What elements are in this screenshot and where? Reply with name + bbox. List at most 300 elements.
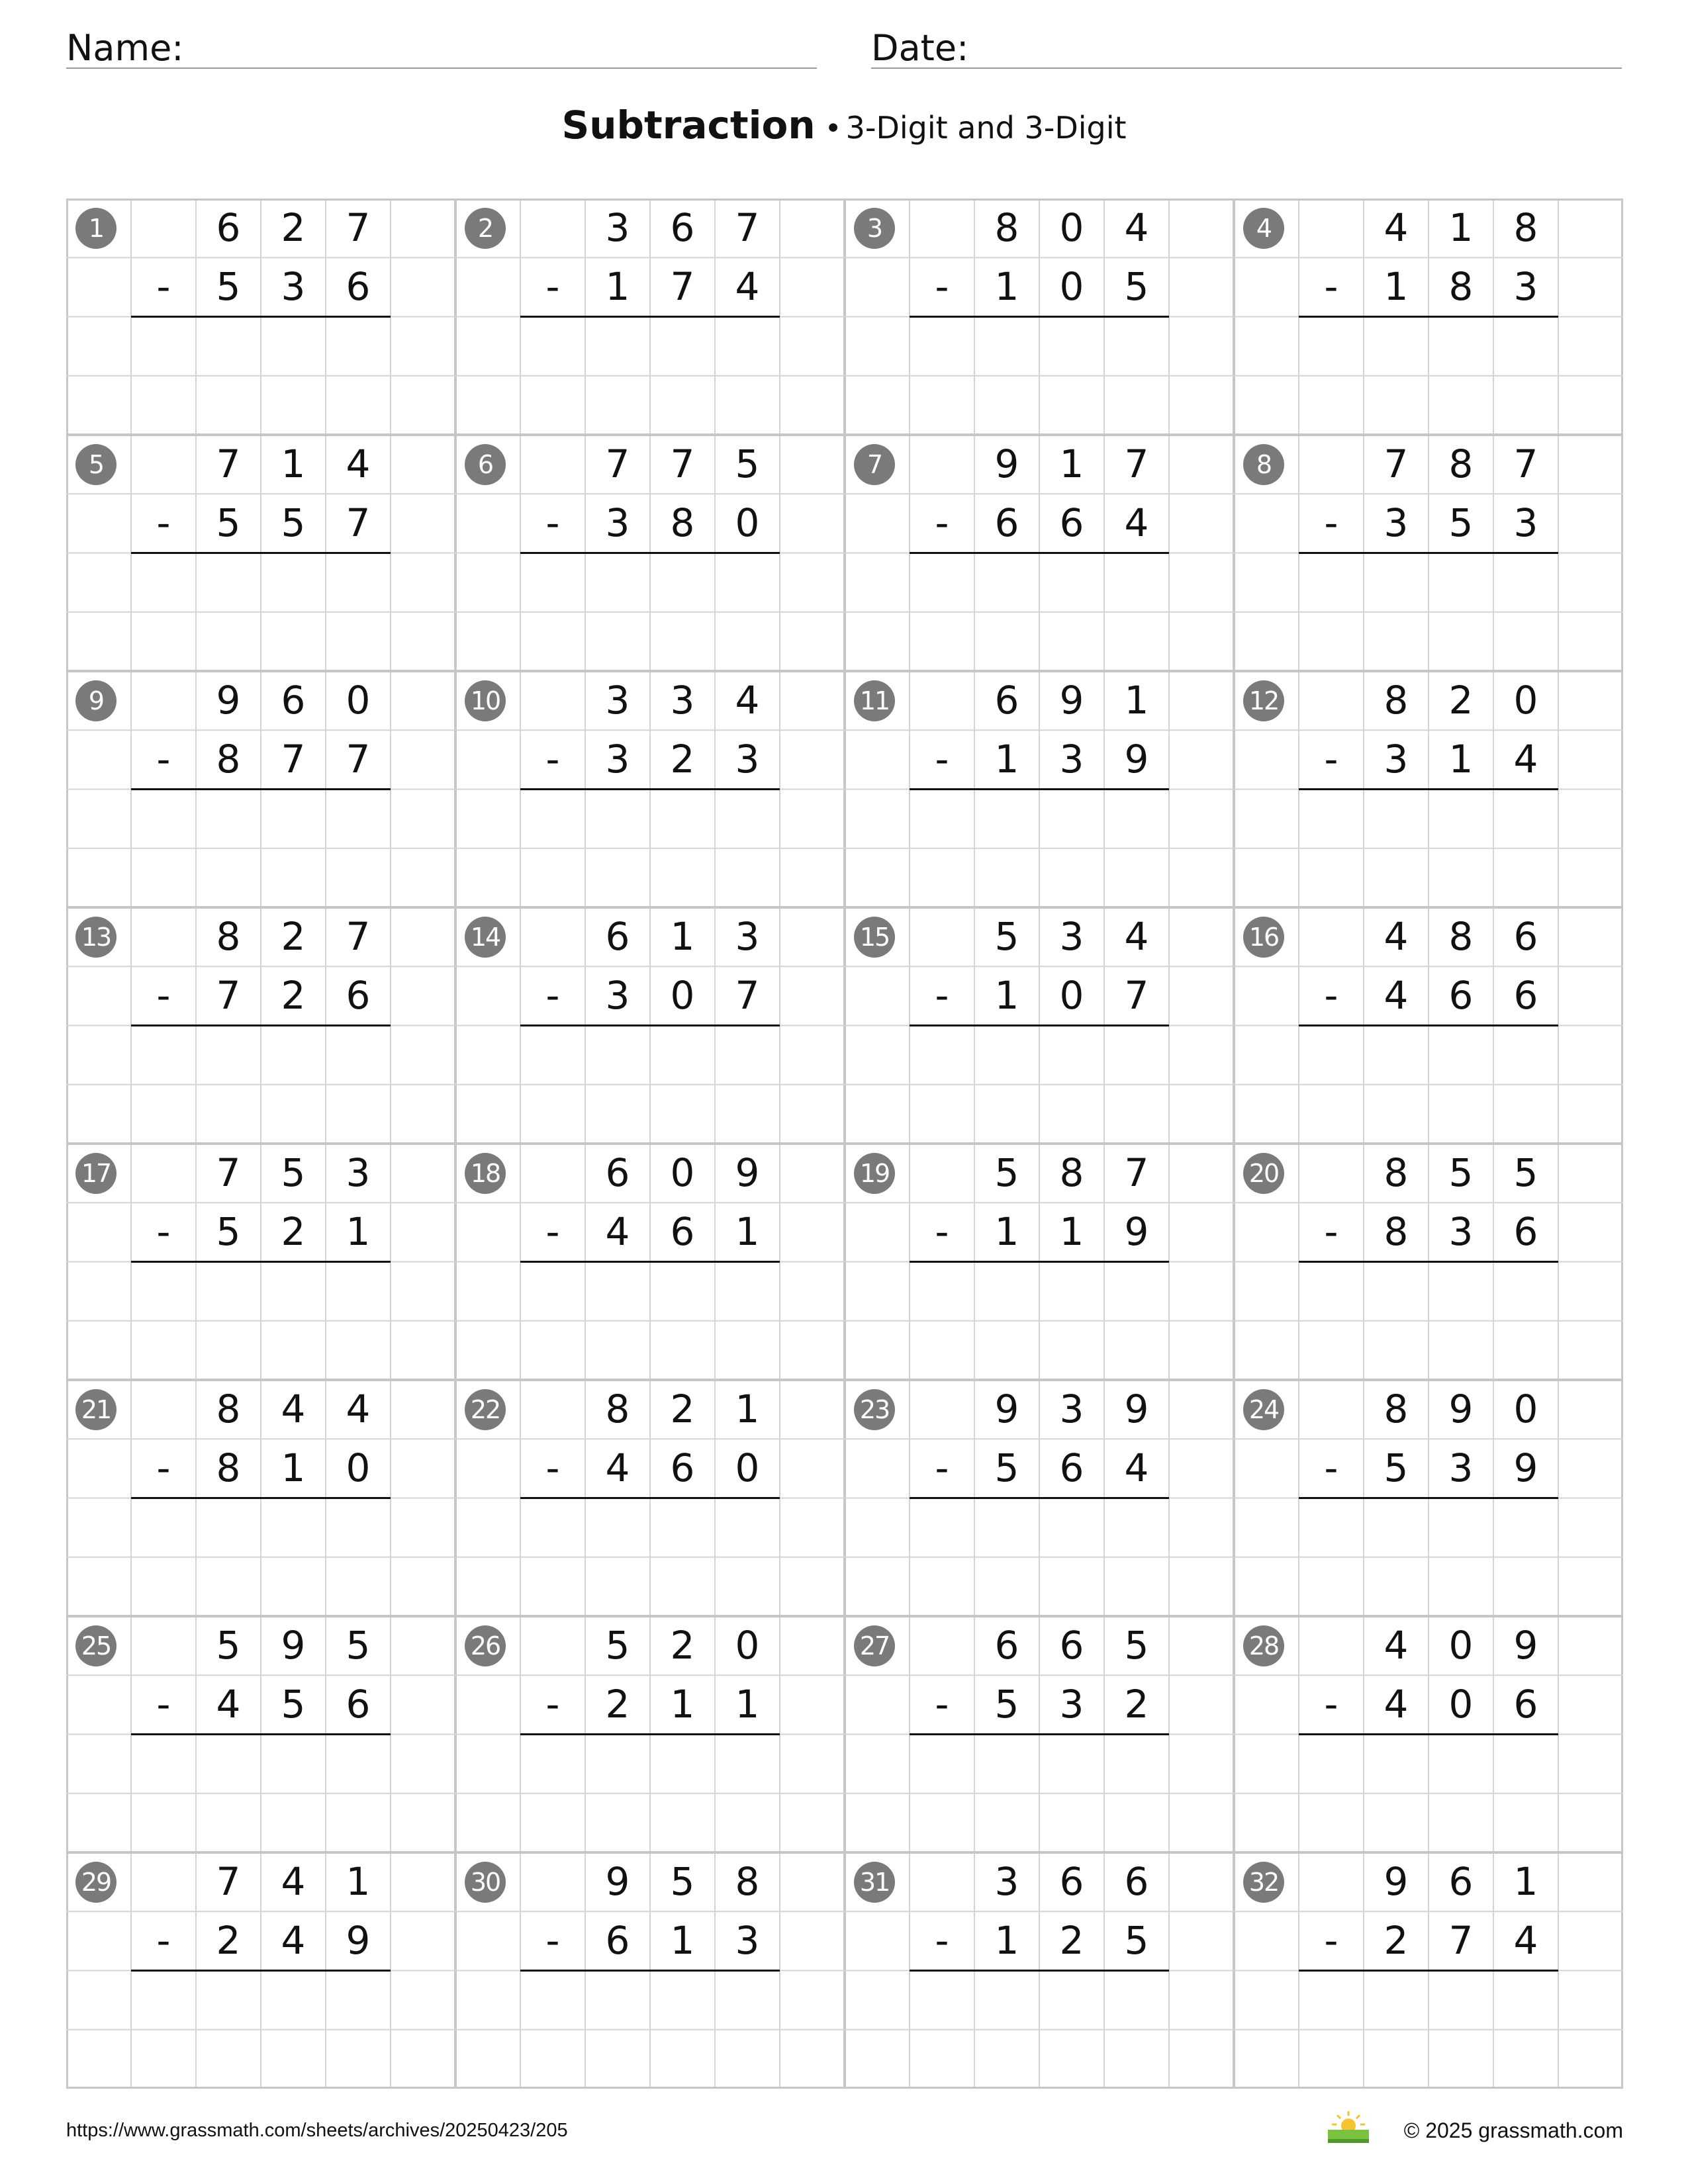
problem-6 — [455, 435, 845, 671]
subtrahend-digit: 6 — [1059, 500, 1084, 546]
problem-18 — [455, 1144, 845, 1380]
subtrahend-digit: 3 — [605, 973, 630, 1019]
problem-9 — [66, 671, 455, 907]
minuend-digit: 6 — [1059, 1859, 1084, 1904]
minuend-digit: 8 — [1448, 914, 1474, 959]
subtrahend-digit: 7 — [1448, 1918, 1474, 1964]
minuend-digit: 4 — [281, 1387, 306, 1432]
minuend-digit: 3 — [1059, 1387, 1084, 1432]
minuend-digit: 9 — [1124, 1387, 1149, 1432]
problem-number-badge: 20 — [1243, 1153, 1284, 1194]
problem-28 — [1234, 1616, 1623, 1852]
minus-sign: - — [545, 500, 560, 546]
minus-sign: - — [1324, 500, 1338, 546]
minus-sign: - — [156, 1209, 171, 1255]
name-label: Name: — [66, 27, 184, 69]
minus-sign: - — [1324, 264, 1338, 310]
subtrahend-digit: 5 — [1448, 500, 1474, 546]
problem-26 — [455, 1616, 845, 1852]
minus-sign: - — [545, 264, 560, 310]
problem-number-badge: 15 — [854, 917, 895, 958]
minuend-digit: 9 — [1448, 1387, 1474, 1432]
subtrahend-digit: 7 — [346, 737, 371, 782]
minus-sign: - — [935, 500, 949, 546]
problem-number-badge: 21 — [75, 1389, 117, 1430]
minuend-digit: 5 — [605, 1623, 630, 1668]
problem-27 — [845, 1616, 1234, 1852]
subtrahend-digit: 6 — [346, 1682, 371, 1727]
problem-13 — [66, 907, 455, 1144]
subtrahend-digit: 0 — [1059, 973, 1084, 1019]
answer-line — [1299, 316, 1558, 318]
minuend-digit: 7 — [735, 205, 760, 250]
subtrahend-digit: 1 — [994, 264, 1019, 310]
problem-number-badge: 24 — [1243, 1389, 1284, 1430]
problem-number-badge: 11 — [854, 680, 895, 721]
title-main: Subtraction — [561, 103, 816, 148]
subtrahend-digit: 3 — [605, 500, 630, 546]
subtrahend-digit: 6 — [1513, 973, 1538, 1019]
subtrahend-digit: 2 — [281, 1209, 306, 1255]
minuend-digit: 6 — [1448, 1859, 1474, 1904]
subtrahend-digit: 9 — [1124, 737, 1149, 782]
problem-number-badge: 1 — [75, 208, 117, 249]
problem-20 — [1234, 1144, 1623, 1380]
minus-sign: - — [545, 1445, 560, 1491]
subtrahend-digit: 2 — [281, 973, 306, 1019]
answer-line — [910, 1261, 1169, 1263]
problem-12 — [1234, 671, 1623, 907]
problem-number-badge: 10 — [465, 680, 506, 721]
answer-line — [910, 1497, 1169, 1499]
problem-number-badge: 18 — [465, 1153, 506, 1194]
subtrahend-digit: 8 — [670, 500, 695, 546]
minuend-digit: 3 — [605, 205, 630, 250]
problem-30 — [455, 1852, 845, 2089]
minus-sign: - — [156, 973, 171, 1019]
subtrahend-digit: 0 — [1448, 1682, 1474, 1727]
minuend-digit: 7 — [1124, 441, 1149, 486]
minuend-digit: 9 — [605, 1859, 630, 1904]
answer-line — [910, 788, 1169, 790]
answer-line — [131, 1970, 391, 1972]
minus-sign: - — [1324, 1682, 1338, 1727]
minuend-digit: 6 — [605, 914, 630, 959]
subtrahend-digit: 6 — [670, 1209, 695, 1255]
answer-line — [1299, 1733, 1558, 1735]
minuend-digit: 4 — [346, 1387, 371, 1432]
title-bullet: • — [824, 112, 842, 146]
minuend-digit: 9 — [1059, 678, 1084, 723]
problem-number-badge: 4 — [1243, 208, 1284, 249]
problem-32 — [1234, 1852, 1623, 2089]
minuend-digit: 8 — [1383, 678, 1409, 723]
minuend-digit: 4 — [281, 1859, 306, 1904]
subtrahend-digit: 5 — [281, 1682, 306, 1727]
minuend-digit: 8 — [216, 1387, 241, 1432]
subtrahend-digit: 3 — [605, 737, 630, 782]
answer-line — [520, 552, 780, 554]
subtrahend-digit: 3 — [735, 737, 760, 782]
minuend-digit: 3 — [1059, 914, 1084, 959]
minus-sign: - — [545, 1918, 560, 1964]
minuend-digit: 3 — [605, 678, 630, 723]
subtrahend-digit: 3 — [1448, 1209, 1474, 1255]
minuend-digit: 8 — [1383, 1150, 1409, 1195]
problem-7 — [845, 435, 1234, 671]
subtrahend-digit: 3 — [281, 264, 306, 310]
subtrahend-digit: 3 — [1059, 1682, 1084, 1727]
subtrahend-digit: 6 — [1513, 1682, 1538, 1727]
problem-number-badge: 3 — [854, 208, 895, 249]
subtrahend-digit: 3 — [735, 1918, 760, 1964]
minuend-digit: 6 — [281, 678, 306, 723]
minuend-digit: 1 — [1513, 1859, 1538, 1904]
answer-line — [520, 1497, 780, 1499]
subtrahend-digit: 2 — [1124, 1682, 1149, 1727]
problem-number-badge: 22 — [465, 1389, 506, 1430]
subtrahend-digit: 1 — [994, 737, 1019, 782]
subtrahend-digit: 7 — [346, 500, 371, 546]
minuend-digit: 8 — [1448, 441, 1474, 486]
minuend-digit: 7 — [605, 441, 630, 486]
answer-line — [1299, 1024, 1558, 1026]
subtrahend-digit: 1 — [994, 1918, 1019, 1964]
subtrahend-digit: 6 — [605, 1918, 630, 1964]
minuend-digit: 2 — [281, 205, 306, 250]
minus-sign: - — [1324, 1918, 1338, 1964]
minuend-digit: 9 — [1383, 1859, 1409, 1904]
subtrahend-digit: 5 — [216, 500, 241, 546]
answer-line — [910, 1733, 1169, 1735]
subtrahend-digit: 7 — [735, 973, 760, 1019]
answer-line — [1299, 788, 1558, 790]
answer-line — [1299, 1970, 1558, 1972]
subtrahend-digit: 5 — [1124, 264, 1149, 310]
subtrahend-digit: 0 — [735, 1445, 760, 1491]
minuend-digit: 0 — [1059, 205, 1084, 250]
problem-16 — [1234, 907, 1623, 1144]
subtrahend-digit: 4 — [735, 264, 760, 310]
minus-sign: - — [545, 1209, 560, 1255]
problem-number-badge: 16 — [1243, 917, 1284, 958]
problem-grid — [66, 199, 1623, 2089]
subtrahend-digit: 1 — [346, 1209, 371, 1255]
minuend-digit: 5 — [670, 1859, 695, 1904]
answer-line — [520, 788, 780, 790]
answer-line — [131, 1497, 391, 1499]
answer-line — [520, 1970, 780, 1972]
problem-11 — [845, 671, 1234, 907]
answer-line — [520, 1733, 780, 1735]
minuend-digit: 9 — [735, 1150, 760, 1195]
problem-number-badge: 2 — [465, 208, 506, 249]
subtrahend-digit: 6 — [346, 264, 371, 310]
minus-sign: - — [156, 1918, 171, 1964]
subtrahend-digit: 2 — [605, 1682, 630, 1727]
minuend-digit: 4 — [1124, 914, 1149, 959]
minuend-digit: 7 — [216, 441, 241, 486]
subtrahend-digit: 7 — [216, 973, 241, 1019]
problem-number-badge: 31 — [854, 1862, 895, 1903]
answer-line — [520, 1261, 780, 1263]
problem-number-badge: 30 — [465, 1862, 506, 1903]
minus-sign: - — [1324, 1445, 1338, 1491]
minuend-digit: 6 — [1124, 1859, 1149, 1904]
minuend-digit: 8 — [605, 1387, 630, 1432]
answer-line — [1299, 1497, 1558, 1499]
minuend-digit: 5 — [994, 914, 1019, 959]
problem-number-badge: 17 — [75, 1153, 117, 1194]
minuend-digit: 6 — [1059, 1623, 1084, 1668]
subtrahend-digit: 4 — [1124, 1445, 1149, 1491]
subtrahend-digit: 4 — [1513, 1918, 1538, 1964]
subtrahend-digit: 3 — [1513, 264, 1538, 310]
subtrahend-digit: 5 — [994, 1682, 1019, 1727]
minuend-digit: 1 — [1448, 205, 1474, 250]
subtrahend-digit: 0 — [670, 973, 695, 1019]
subtrahend-digit: 3 — [1383, 737, 1409, 782]
subtrahend-digit: 9 — [346, 1918, 371, 1964]
problem-number-badge: 27 — [854, 1625, 895, 1666]
problem-number-badge: 12 — [1243, 680, 1284, 721]
date-field[interactable] — [871, 25, 1622, 69]
problem-number-badge: 5 — [75, 444, 117, 485]
answer-line — [131, 552, 391, 554]
minus-sign: - — [1324, 973, 1338, 1019]
answer-line — [910, 316, 1169, 318]
minuend-digit: 8 — [1059, 1150, 1084, 1195]
subtrahend-digit: 8 — [1383, 1209, 1409, 1255]
subtrahend-digit: 6 — [670, 1445, 695, 1491]
problem-17 — [66, 1144, 455, 1380]
problem-8 — [1234, 435, 1623, 671]
minus-sign: - — [935, 1918, 949, 1964]
minuend-digit: 5 — [216, 1623, 241, 1668]
minuend-digit: 9 — [216, 678, 241, 723]
answer-line — [910, 1024, 1169, 1026]
minuend-digit: 7 — [216, 1150, 241, 1195]
subtrahend-digit: 4 — [605, 1209, 630, 1255]
minuend-digit: 2 — [1448, 678, 1474, 723]
minuend-digit: 2 — [670, 1623, 695, 1668]
minuend-digit: 0 — [1513, 678, 1538, 723]
minuend-digit: 4 — [1124, 205, 1149, 250]
minus-sign: - — [1324, 737, 1338, 782]
problem-number-badge: 28 — [1243, 1625, 1284, 1666]
minuend-digit: 0 — [735, 1623, 760, 1668]
subtrahend-digit: 2 — [216, 1918, 241, 1964]
problem-number-badge: 25 — [75, 1625, 117, 1666]
subtrahend-digit: 5 — [281, 500, 306, 546]
subtrahend-digit: 1 — [1059, 1209, 1084, 1255]
minuend-digit: 3 — [670, 678, 695, 723]
minuend-digit: 2 — [670, 1387, 695, 1432]
minus-sign: - — [545, 737, 560, 782]
subtrahend-digit: 7 — [1124, 973, 1149, 1019]
minuend-digit: 6 — [1513, 914, 1538, 959]
minuend-digit: 4 — [1383, 205, 1409, 250]
subtrahend-digit: 7 — [670, 264, 695, 310]
minuend-digit: 6 — [670, 205, 695, 250]
minuend-digit: 4 — [735, 678, 760, 723]
minuend-digit: 8 — [216, 914, 241, 959]
minuend-digit: 1 — [346, 1859, 371, 1904]
answer-line — [1299, 552, 1558, 554]
subtrahend-digit: 1 — [1383, 264, 1409, 310]
minuend-digit: 8 — [1383, 1387, 1409, 1432]
minuend-digit: 7 — [1513, 441, 1538, 486]
problem-number-badge: 8 — [1243, 444, 1284, 485]
subtrahend-digit: 6 — [1059, 1445, 1084, 1491]
minuend-digit: 5 — [1124, 1623, 1149, 1668]
problem-number-badge: 29 — [75, 1862, 117, 1903]
subtrahend-digit: 6 — [994, 500, 1019, 546]
answer-line — [131, 1261, 391, 1263]
minuend-digit: 9 — [994, 1387, 1019, 1432]
minuend-digit: 5 — [1513, 1150, 1538, 1195]
minus-sign: - — [156, 737, 171, 782]
footer-url: https://www.grassmath.com/sheets/archives/20250423/205 — [66, 2120, 568, 2141]
minuend-digit: 0 — [1513, 1387, 1538, 1432]
problem-number-badge: 26 — [465, 1625, 506, 1666]
problem-25 — [66, 1616, 455, 1852]
subtrahend-digit: 1 — [735, 1682, 760, 1727]
minuend-digit: 4 — [346, 441, 371, 486]
subtrahend-digit: 8 — [216, 737, 241, 782]
subtrahend-digit: 1 — [1448, 737, 1474, 782]
answer-line — [131, 316, 391, 318]
minuend-digit: 5 — [346, 1623, 371, 1668]
minuend-digit: 1 — [1059, 441, 1084, 486]
subtrahend-digit: 4 — [216, 1682, 241, 1727]
minuend-digit: 7 — [346, 205, 371, 250]
subtrahend-digit: 4 — [1383, 1682, 1409, 1727]
subtrahend-digit: 5 — [994, 1445, 1019, 1491]
name-field[interactable] — [66, 25, 817, 69]
minuend-digit: 7 — [216, 1859, 241, 1904]
subtrahend-digit: 1 — [670, 1918, 695, 1964]
minuend-digit: 5 — [1448, 1150, 1474, 1195]
minuend-digit: 7 — [670, 441, 695, 486]
subtrahend-digit: 2 — [1383, 1918, 1409, 1964]
minuend-digit: 0 — [670, 1150, 695, 1195]
minuend-digit: 1 — [670, 914, 695, 959]
answer-line — [910, 552, 1169, 554]
minuend-digit: 4 — [1383, 1623, 1409, 1668]
subtrahend-digit: 4 — [1513, 737, 1538, 782]
minuend-digit: 5 — [994, 1150, 1019, 1195]
problem-number-badge: 9 — [75, 680, 117, 721]
problem-19 — [845, 1144, 1234, 1380]
worksheet-title — [0, 103, 1688, 148]
subtrahend-digit: 0 — [735, 500, 760, 546]
footer-copyright: © 2025 grassmath.com — [1403, 2118, 1623, 2142]
subtrahend-digit: 4 — [281, 1918, 306, 1964]
minus-sign: - — [935, 737, 949, 782]
minus-sign: - — [935, 264, 949, 310]
problem-number-badge: 19 — [854, 1153, 895, 1194]
minuend-digit: 5 — [735, 441, 760, 486]
subtrahend-digit: 3 — [1513, 500, 1538, 546]
minuend-digit: 2 — [281, 914, 306, 959]
minuend-digit: 1 — [1124, 678, 1149, 723]
minus-sign: - — [545, 973, 560, 1019]
subtrahend-digit: 2 — [1059, 1918, 1084, 1964]
problem-31 — [845, 1852, 1234, 2089]
minuend-digit: 7 — [1383, 441, 1409, 486]
subtrahend-digit: 0 — [1059, 264, 1084, 310]
problem-22 — [455, 1380, 845, 1616]
problem-1 — [66, 199, 455, 435]
subtrahend-digit: 0 — [346, 1445, 371, 1491]
subtrahend-digit: 2 — [670, 737, 695, 782]
answer-line — [131, 1733, 391, 1735]
subtrahend-digit: 4 — [1383, 973, 1409, 1019]
answer-line — [910, 1970, 1169, 1972]
subtrahend-digit: 4 — [1124, 500, 1149, 546]
answer-line — [520, 316, 780, 318]
subtrahend-digit: 8 — [216, 1445, 241, 1491]
problem-24 — [1234, 1380, 1623, 1616]
minuend-digit: 8 — [735, 1859, 760, 1904]
subtrahend-digit: 5 — [216, 264, 241, 310]
minuend-digit: 3 — [346, 1150, 371, 1195]
problem-number-badge: 7 — [854, 444, 895, 485]
minus-sign: - — [935, 1682, 949, 1727]
minuend-digit: 6 — [994, 1623, 1019, 1668]
subtrahend-digit: 6 — [346, 973, 371, 1019]
problem-15 — [845, 907, 1234, 1144]
problem-5 — [66, 435, 455, 671]
minuend-digit: 6 — [605, 1150, 630, 1195]
answer-line — [131, 788, 391, 790]
problem-23 — [845, 1380, 1234, 1616]
subtrahend-digit: 5 — [1124, 1918, 1149, 1964]
grass-sun-logo-icon — [1324, 2110, 1373, 2143]
minus-sign: - — [156, 500, 171, 546]
minuend-digit: 0 — [1448, 1623, 1474, 1668]
minus-sign: - — [156, 264, 171, 310]
minuend-digit: 3 — [994, 1859, 1019, 1904]
minus-sign: - — [1324, 1209, 1338, 1255]
subtrahend-digit: 6 — [1448, 973, 1474, 1019]
problem-number-badge: 14 — [465, 917, 506, 958]
minus-sign: - — [545, 1682, 560, 1727]
minuend-digit: 9 — [281, 1623, 306, 1668]
minuend-digit: 6 — [216, 205, 241, 250]
minuend-digit: 4 — [1383, 914, 1409, 959]
subtrahend-digit: 4 — [605, 1445, 630, 1491]
answer-line — [131, 1024, 391, 1026]
problem-2 — [455, 199, 845, 435]
subtrahend-digit: 3 — [1383, 500, 1409, 546]
minuend-digit: 5 — [281, 1150, 306, 1195]
problem-3 — [845, 199, 1234, 435]
minus-sign: - — [935, 1445, 949, 1491]
minuend-digit: 8 — [994, 205, 1019, 250]
problem-4 — [1234, 199, 1623, 435]
subtrahend-digit: 3 — [1448, 1445, 1474, 1491]
minuend-digit: 1 — [281, 441, 306, 486]
minuend-digit: 8 — [1513, 205, 1538, 250]
problem-number-badge: 23 — [854, 1389, 895, 1430]
minus-sign: - — [156, 1445, 171, 1491]
minuend-digit: 9 — [994, 441, 1019, 486]
answer-line — [520, 1024, 780, 1026]
answer-line — [1299, 1261, 1558, 1263]
minus-sign: - — [156, 1682, 171, 1727]
